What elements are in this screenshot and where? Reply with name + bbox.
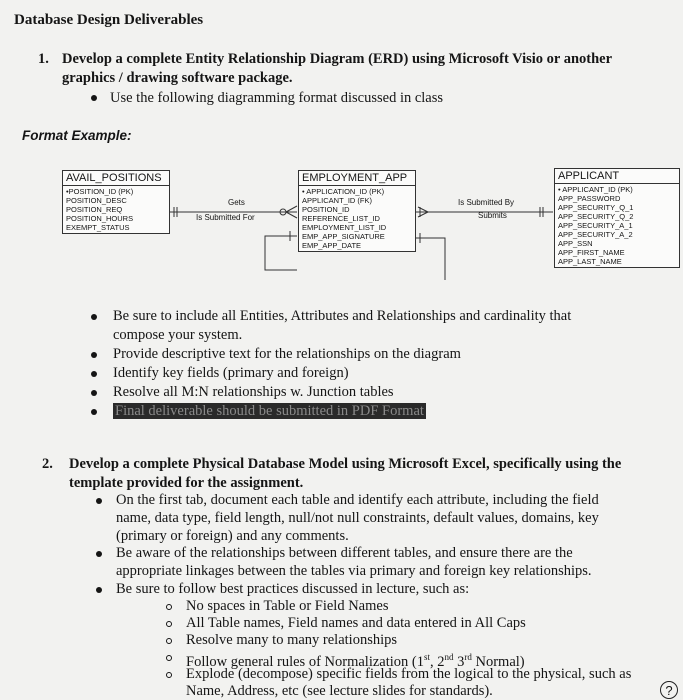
sub-bullet-text: No spaces in Table or Field Names bbox=[186, 598, 389, 614]
entity-title: APPLICANT bbox=[555, 169, 679, 184]
section1-line1: Develop a complete Entity Relationship Diagram (ERD) using Microsoft Visio or another bbox=[62, 51, 613, 67]
entity-field: EMP_APP_SIGNATURE bbox=[302, 232, 385, 241]
bullet-dot bbox=[96, 551, 102, 557]
entity-field: • APPLICANT_ID (PK) bbox=[558, 185, 633, 194]
bullet-dot bbox=[96, 587, 102, 593]
bullet-text: On the first tab, document each table and identify each attribute, including the field bbox=[116, 492, 599, 508]
bullet-text: Identify key fields (primary and foreign) bbox=[113, 365, 349, 381]
bullet-dot bbox=[91, 409, 97, 415]
section2-number: 2. bbox=[42, 456, 53, 472]
relationship-label: Gets bbox=[228, 198, 245, 207]
sub-bullet-ring bbox=[166, 621, 172, 627]
entity-field: POSITION_HOURS bbox=[66, 214, 134, 223]
sub-bullet-ring bbox=[166, 638, 172, 644]
entity-field: EXEMPT_STATUS bbox=[66, 223, 130, 232]
section2-line1: Develop a complete Physical Database Model using Microsoft Excel, specifically using the bbox=[69, 456, 622, 472]
bullet-text: Be sure to include all Entities, Attributes and Relationships and cardinality that bbox=[113, 308, 572, 324]
sub-bullet-text: Resolve many to many relationships bbox=[186, 632, 398, 648]
sub-bullet-text: All Table names, Field names and data entered in All Caps bbox=[186, 615, 526, 631]
entity-field: • APPLICATION_ID (PK) bbox=[302, 187, 385, 196]
bullet-dot bbox=[91, 314, 97, 320]
section1-sub: Use the following diagramming format discussed in class bbox=[110, 90, 444, 106]
relationship-label: Is Submitted For bbox=[196, 213, 255, 222]
section1-number: 1. bbox=[38, 51, 49, 67]
bullet-text: Be aware of the relationships between different tables, and ensure there are the bbox=[116, 545, 573, 561]
bullet-text: (primary or foreign) and any comments. bbox=[116, 528, 349, 544]
entity-avail-positions bbox=[62, 170, 170, 234]
entity-field: APP_FIRST_NAME bbox=[558, 248, 625, 257]
bullet-text: Provide descriptive text for the relationships on the diagram bbox=[113, 346, 461, 362]
highlighted-text: Final deliverable should be submitted in PDF Format bbox=[115, 403, 424, 419]
entity-field: APP_PASSWORD bbox=[558, 194, 621, 203]
entity-field: APP_SECURITY_A_2 bbox=[558, 230, 633, 239]
bullet-text: compose your system. bbox=[113, 327, 243, 343]
bullet-dot bbox=[96, 498, 102, 504]
entity-field: EMP_APP_DATE bbox=[302, 241, 362, 250]
entity-field: APP_SECURITY_Q_2 bbox=[558, 212, 634, 221]
entity-field: APP_SECURITY_A_1 bbox=[558, 221, 633, 230]
entity-field: EMPLOYMENT_LIST_ID bbox=[302, 223, 387, 232]
highlighted-note bbox=[113, 402, 426, 420]
bullet-dot bbox=[91, 371, 97, 377]
entity-title: AVAIL_POSITIONS bbox=[63, 171, 169, 186]
entity-title: EMPLOYMENT_APP bbox=[299, 171, 415, 186]
bullet-text: Resolve all M:N relationships w. Junction tables bbox=[113, 384, 394, 400]
page-title: Database Design Deliverables bbox=[14, 12, 204, 28]
entity-field: REFERENCE_LIST_ID bbox=[302, 214, 380, 223]
section1-line2: graphics / drawing software package. bbox=[62, 70, 293, 86]
relationship-label: Is Submitted By bbox=[458, 198, 515, 207]
bullet-text: appropriate linkages between the tables via primary and foreign key relationships. bbox=[116, 563, 592, 579]
sub-bullet-text: Follow general rules of Normalization (1st, 2nd 3rd Normal) bbox=[186, 652, 525, 670]
bullet-dot bbox=[91, 390, 97, 396]
bullet-text: name, data type, field length, null/not null constraints, default values, domains, key bbox=[116, 510, 599, 526]
entity-field: POSITION_REQ bbox=[66, 205, 123, 214]
bullet-text: Be sure to follow best practices discussed in lecture, such as: bbox=[116, 581, 470, 597]
entity-employment-app bbox=[298, 170, 416, 252]
entity-field: APP_SSN bbox=[558, 239, 593, 248]
entity-field: POSITION_ID bbox=[302, 205, 350, 214]
sub-bullet-text: Explode (decompose) specific fields from the logical to the physical, such as bbox=[186, 666, 632, 682]
entity-field: APP_SECURITY_Q_1 bbox=[558, 203, 634, 212]
format-label: Format Example: bbox=[22, 128, 132, 143]
relationship-label: Submits bbox=[478, 211, 507, 220]
entity-field: APPLICANT_ID (FK) bbox=[302, 196, 373, 205]
sub-bullet-ring bbox=[166, 655, 172, 661]
entity-field: •POSITION_ID (PK) bbox=[66, 187, 134, 196]
bullet-dot bbox=[91, 352, 97, 358]
section2-line2: template provided for the assignment. bbox=[69, 475, 304, 491]
entity-applicant bbox=[554, 168, 680, 268]
sub-bullet-ring bbox=[166, 604, 172, 610]
help-icon[interactable]: ? bbox=[660, 681, 678, 699]
entity-field: POSITION_DESC bbox=[66, 196, 127, 205]
sub-bullet-text: Name, Address, etc (see lecture slides for standards). bbox=[186, 683, 493, 699]
sub-bullet-ring bbox=[166, 672, 172, 678]
entity-field: APP_LAST_NAME bbox=[558, 257, 622, 266]
